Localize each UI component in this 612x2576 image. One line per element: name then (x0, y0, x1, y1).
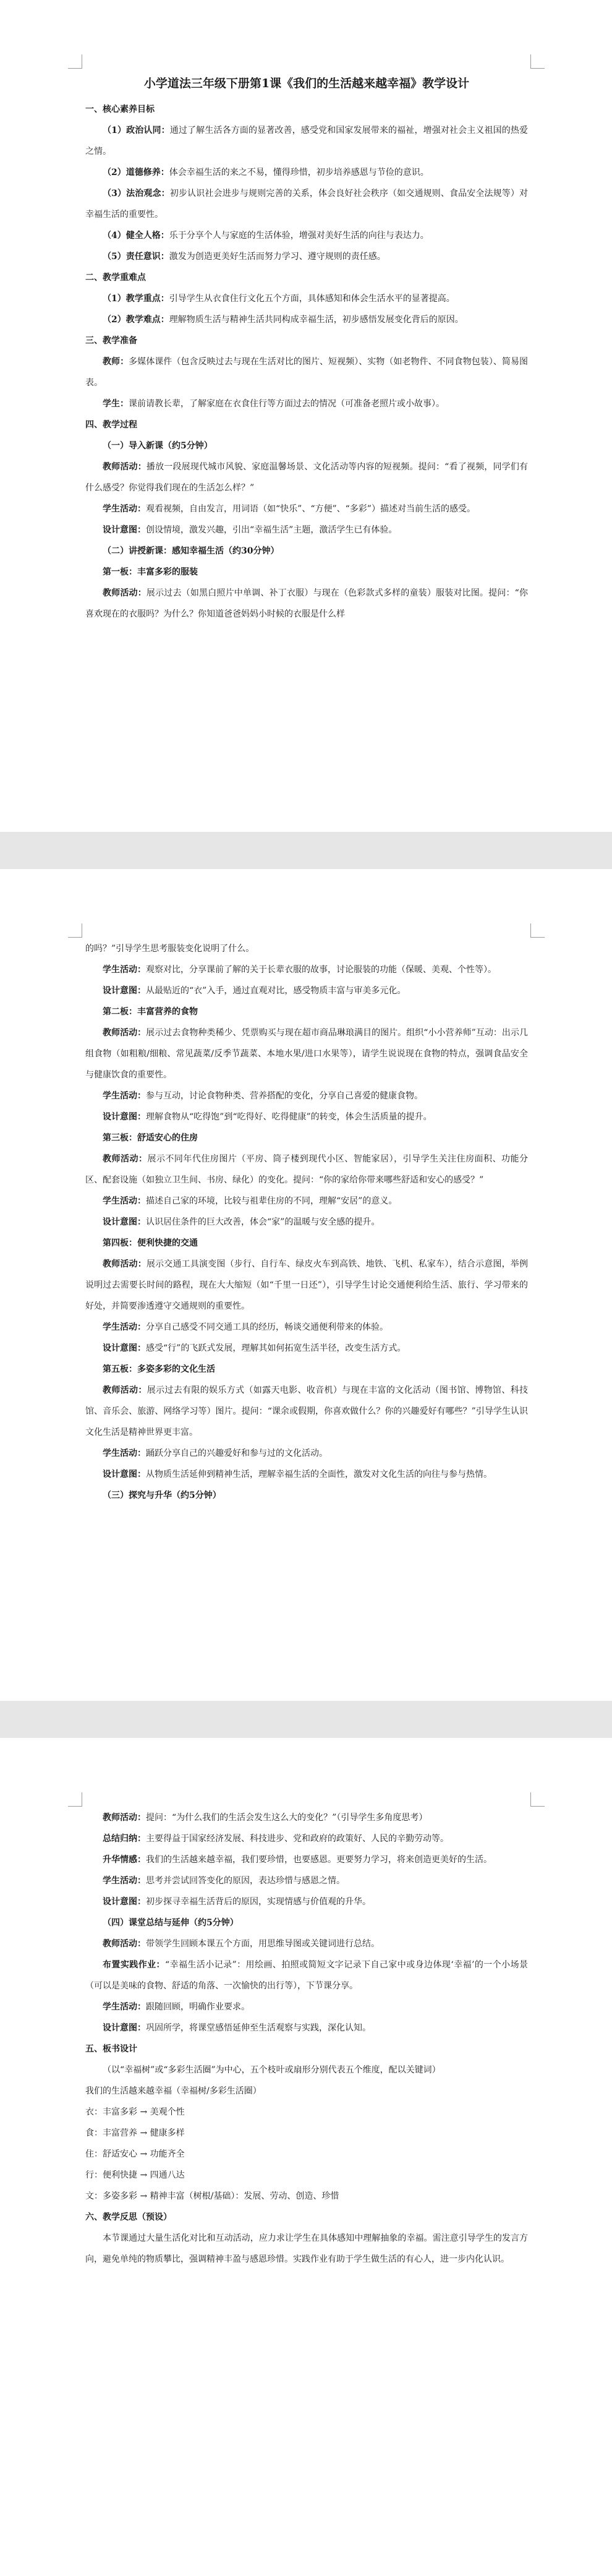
labeled-paragraph (85, 1212, 528, 1233)
labeled-paragraph (85, 162, 528, 183)
subsection-heading: （三）探究与升华（约5分钟） (103, 1491, 221, 1500)
labeled-paragraph (85, 2018, 528, 2039)
subsection-heading: （四）课堂总结与延伸（约5分钟） (103, 1918, 239, 1928)
labeled-paragraph (85, 456, 528, 499)
paragraph-text: 从物质生活延伸到精神生活，理解幸福生活的全面性，激发对文化生活的向往与参与热情。 (146, 1470, 492, 1479)
paragraph-label: 布置实践作业： (103, 1960, 165, 1970)
paragraph-label: 教师： (103, 357, 129, 367)
paragraph-text: 跟随回顾，明确作业要求。 (146, 2002, 250, 2012)
paragraph-label: （1）教学重点： (103, 294, 169, 304)
page-content (85, 1807, 528, 2270)
paragraph-label: 教师活动： (103, 1259, 147, 1269)
labeled-paragraph (85, 1870, 528, 1891)
labeled-paragraph (85, 1254, 528, 1317)
page-corner-mark (530, 54, 545, 69)
labeled-paragraph (85, 246, 528, 267)
paragraph-text: 课前请教长辈，了解家庭在衣食住行等方面过去的情况（可准备老照片或小故事）。 (129, 399, 444, 409)
body-paragraph: 的吗？”引导学生思考服装变化说明了什么。 (85, 944, 255, 954)
page-corner-mark (68, 923, 82, 938)
paragraph-label: 学生活动： (103, 1322, 146, 1332)
paragraph-text: 初步探寻幸福生活背后的原因，实现情感与价值观的升华。 (146, 1897, 371, 1907)
module-heading: 第四板：便利快捷的交通 (103, 1238, 198, 1248)
paragraph-label: （2）道德修养： (103, 168, 169, 178)
paragraph-text: 激发为创造更美好生活而努力学习、遵守规则的责任感。 (169, 252, 386, 262)
paragraph-label: 学生活动： (103, 2002, 146, 2012)
paragraph-label: 设计意图： (103, 1470, 146, 1479)
document-title: 小学道法三年级下册第1课《我们的生活越来越幸福》教学设计 (143, 77, 470, 90)
paragraph-text: 主要得益于国家经济发展、科技进步、党和政府的政策好、人民的辛勤劳动等。 (146, 1834, 449, 1844)
paragraph-text: 观看视频，自由发言，用词语（如“快乐”、“方便”、“多彩”）描述对当前生活的感受。 (146, 504, 475, 514)
page-corner-mark (68, 1792, 82, 1807)
labeled-paragraph (85, 1443, 528, 1464)
document-page-3 (0, 1738, 612, 2576)
paragraph-label: 设计意图： (103, 1112, 146, 1122)
paragraph-text: 创设情境，激发兴趣，引出“幸福生活”主题，激活学生已有体验。 (146, 525, 397, 535)
paragraph-label: 设计意图： (103, 525, 146, 535)
paragraph-label: 学生活动： (103, 965, 146, 975)
paragraph-text: 理解物质生活与精神生活共同构成幸福生活，初步感悟发展变化背后的原因。 (169, 315, 464, 325)
page-content (85, 938, 528, 1506)
paragraph-label: 设计意图： (103, 2023, 146, 2033)
paragraph-text: “幸福生活小记录”：用绘画、拍照或简短文字记录下自己家中或身边体现‘幸福’的一个小场景（可以是美味的食物、舒适的角落、一次愉快的出行等），下节课分享。 (85, 1960, 528, 1991)
paragraph-label: 设计意图： (103, 986, 146, 996)
labeled-paragraph (85, 583, 528, 625)
section-heading: 二、教学重难点 (85, 273, 146, 283)
paragraph-label: 设计意图： (103, 1217, 146, 1227)
document-page-1 (0, 0, 612, 832)
labeled-paragraph (85, 1380, 528, 1443)
paragraph-label: 教师活动： (103, 1385, 147, 1395)
paragraph-label: （2）教学难点： (103, 315, 169, 325)
body-paragraph: 我们的生活越来越幸福（幸福树/多彩生活圈） (85, 2086, 261, 2096)
paragraph-text: 理解食物从“吃得饱”到“吃得好、吃得健康”的转变，体会生活质量的提升。 (146, 1112, 432, 1122)
paragraph-text: 体会幸福生活的来之不易，懂得珍惜，初步培养感恩与节俭的意识。 (169, 168, 429, 178)
module-heading: 第五板：多姿多彩的文化生活 (103, 1364, 215, 1374)
section-heading: 六、教学反思（预设） (85, 2212, 172, 2222)
labeled-paragraph (85, 225, 528, 246)
labeled-paragraph (85, 959, 528, 980)
paragraph-text: 巩固所学，将课堂感悟延伸至生活观察与实践，深化认知。 (146, 2023, 371, 2033)
body-paragraph: 行：便利快捷 → 四通八达 (85, 2170, 185, 2180)
labeled-paragraph (85, 1933, 528, 1954)
paragraph-text: 多媒体课件（包含反映过去与现在生活对比的图片、短视频）、实物（如老物件、不同食物包装）、简易图表。 (85, 357, 528, 388)
paragraph-label: 学生活动： (103, 504, 146, 514)
paragraph-text: 描述自己家的环境，比较与祖辈住房的不同，理解“安居”的意义。 (146, 1196, 397, 1206)
paragraph-label: 学生活动： (103, 1196, 146, 1206)
paragraph-text: 展示过去有限的娱乐方式（如露天电影、收音机）与现在丰富的文化活动（图书馆、博物馆、科技馆、音乐会、旅游、网络学习等）图片。提问：“课余或假期，你喜欢做什么？你的兴趣爱好有哪些？”引导学生认识文化生活是精神世界更丰富。 (85, 1385, 528, 1437)
labeled-paragraph (85, 393, 528, 414)
paragraph-label: 教师活动： (103, 1813, 146, 1823)
subsection-heading: （一）导入新课（约5分钟） (103, 441, 213, 451)
paragraph-label: 教师活动： (103, 1028, 147, 1038)
body-paragraph: 食：丰富营养 → 健康多样 (85, 2128, 185, 2138)
page-corner-mark (68, 54, 82, 69)
paragraph-label: 学生活动： (103, 1448, 146, 1458)
section-heading: 四、教学过程 (85, 420, 137, 430)
paragraph-label: 学生活动： (103, 1091, 146, 1101)
module-heading: 第三板：舒适安心的住房 (103, 1133, 198, 1143)
paragraph-text: 展示过去（如黑白照片中单调、补丁衣服）与现在（色彩款式多样的童装）服装对比图。提问：“你喜欢现在的衣服吗？为什么？你知道爸爸妈妈小时候的衣服是什么样 (85, 588, 528, 619)
labeled-paragraph (85, 120, 528, 162)
paragraph-label: （1）政治认同： (103, 126, 170, 135)
labeled-paragraph (85, 1891, 528, 1912)
paragraph-label: （4）健全人格： (103, 231, 169, 241)
page-corner-mark (530, 923, 545, 938)
paragraph-text: 播放一段展现代城市风貌、家庭温馨场景、文化活动等内容的短视频。提问：“看了视频，同学们有什么感受？你觉得我们现在的生活怎么样？” (85, 462, 528, 493)
page-corner-mark (530, 1792, 545, 1807)
paragraph-text: 参与互动，讨论食物种类、营养搭配的变化，分享自己喜爱的健康食物。 (146, 1091, 423, 1101)
labeled-paragraph (85, 980, 528, 1001)
paragraph-text: 观察对比，分享课前了解的关于长辈衣服的故事，讨论服装的功能（保暖、美观、个性等）。 (146, 965, 496, 975)
labeled-paragraph (85, 1464, 528, 1485)
paragraph-text: 展示不同年代住房图片（平房、筒子楼到现代小区、智能家居），引导学生关注住房面积、功能分区、配套设施（如独立卫生间、书房、绿化）的变化。提问：“你的家给你带来哪些舒适和安心的感受？” (85, 1154, 529, 1185)
paragraph-text: 乐于分享个人与家庭的生活体验，增强对美好生活的向往与表达力。 (169, 231, 429, 241)
paragraph-label: （5）责任意识： (103, 252, 169, 262)
paragraph-text: 展示过去食物种类稀少、凭票购买与现在超市商品琳琅满目的图片。组织“小小营养师”互动：出示几组食物（如粗粮/细粮、常见蔬菜/反季节蔬菜、本地水果/进口水果等），请学生说说现在食物的特点，强调食品安全与健康饮食的重要性。 (85, 1028, 528, 1080)
labeled-paragraph (85, 499, 528, 520)
paragraph-label: 总结归纳： (103, 1834, 146, 1844)
paragraph-text: 感受“行”的飞跃式发展，理解其如何拓宽生活半径，改变生活方式。 (146, 1343, 406, 1353)
paragraph-text: 从最贴近的“衣”入手，通过直观对比，感受物质丰富与审美多元化。 (146, 986, 406, 996)
labeled-paragraph (85, 1317, 528, 1338)
paragraph-text: 初步认识社会进步与规则完善的关系，体会良好社会秩序（如交通规则、食品安全法规等）对幸福生活的重要性。 (85, 189, 529, 220)
paragraph-label: 设计意图： (103, 1343, 146, 1353)
paragraph-text: 通过了解生活各方面的显著改善，感受党和国家发展带来的福祉，增强对社会主义祖国的热爱之情。 (85, 126, 529, 156)
labeled-paragraph (85, 309, 528, 330)
paragraph-label: 教师活动： (103, 1939, 146, 1949)
paragraph-text: 展示交通工具演变图（步行、自行车、绿皮火车到高铁、地铁、飞机、私家车），结合示意图，举例说明过去需要长时间的路程，现在大大缩短（如“千里一日还”），引导学生讨论交通便利给生活、旅行、学习带来的好处，并简要渗透遵守交通规则的重要性。 (85, 1259, 528, 1311)
paragraph-text: 思考并尝试回答变化的原因，表达珍惜与感恩之情。 (146, 1876, 345, 1886)
body-paragraph: 衣：丰富多彩 → 美观个性 (85, 2107, 185, 2117)
labeled-paragraph (85, 288, 528, 309)
paragraph-label: 学生： (103, 399, 129, 409)
labeled-paragraph (85, 1085, 528, 1106)
document-page-2 (0, 869, 612, 1701)
labeled-paragraph (85, 1954, 528, 1996)
labeled-paragraph (85, 520, 528, 541)
body-paragraph: 住：舒适安心 → 功能齐全 (85, 2149, 185, 2159)
subsection-heading: （二）讲授新课：感知幸福生活（约30分钟） (103, 546, 279, 556)
labeled-paragraph (85, 1022, 528, 1085)
labeled-paragraph (85, 1849, 528, 1870)
paragraph-text: 提问：“为什么我们的生活会发生这么大的变化？”（引导学生多角度思考） (146, 1813, 428, 1823)
labeled-paragraph (85, 183, 528, 225)
paragraph-label: 教师活动： (103, 462, 147, 472)
labeled-paragraph (85, 1828, 528, 1849)
paragraph-label: 设计意图： (103, 1897, 146, 1907)
module-heading: 第二板：丰富营养的食物 (103, 1007, 198, 1017)
paragraph-label: 教师活动： (103, 588, 147, 598)
section-heading: 一、核心素养目标 (85, 105, 155, 114)
labeled-paragraph (85, 1149, 528, 1191)
paragraph-text: 分享自己感受不同交通工具的经历，畅谈交通便利带来的体验。 (146, 1322, 388, 1332)
labeled-paragraph (85, 1807, 528, 1828)
body-paragraph: 本节课通过大量生活化对比和互动活动，应力求让学生在具体感知中理解抽象的幸福。需注意引导学生的发言方向，避免单纯的物质攀比，强调精神丰盈与感恩珍惜。实践作业有助于学生做生活的有心人，进一步内化认识。 (85, 2233, 528, 2264)
labeled-paragraph (85, 1996, 528, 2018)
paragraph-text: 踊跃分享自己的兴趣爱好和参与过的文化活动。 (146, 1448, 328, 1458)
paragraph-text: 我们的生活越来越幸福，我们要珍惜，也要感恩。更要努力学习，将来创造更美好的生活。 (146, 1855, 492, 1865)
labeled-paragraph (85, 351, 528, 393)
body-paragraph: （以“幸福树”或“多彩生活圈”为中心，五个枝叶或扇形分别代表五个维度，配以关键词） (103, 2065, 441, 2075)
paragraph-label: 升华情感： (103, 1855, 146, 1865)
paragraph-text: 认识居住条件的巨大改善，体会“家”的温暖与安全感的提升。 (146, 1217, 380, 1227)
paragraph-text: 带领学生回顾本课五个方面，用思维导图或关键词进行总结。 (146, 1939, 380, 1949)
paragraph-label: （3）法治观念： (103, 189, 170, 199)
page-content (85, 74, 528, 625)
paragraph-text: 引导学生从衣食住行文化五个方面，具体感知和体会生活水平的显著提高。 (169, 294, 455, 304)
labeled-paragraph (85, 1338, 528, 1359)
paragraph-label: 教师活动： (103, 1154, 148, 1164)
paragraph-label: 学生活动： (103, 1876, 146, 1886)
section-heading: 三、教学准备 (85, 336, 137, 346)
body-paragraph: 文：多姿多彩 → 精神丰富（树根/基础）：发展、劳动、创造、珍惜 (85, 2191, 339, 2201)
module-heading: 第一板：丰富多彩的服装 (103, 567, 198, 577)
labeled-paragraph (85, 1191, 528, 1212)
labeled-paragraph (85, 1106, 528, 1128)
section-heading: 五、板书设计 (85, 2044, 137, 2054)
